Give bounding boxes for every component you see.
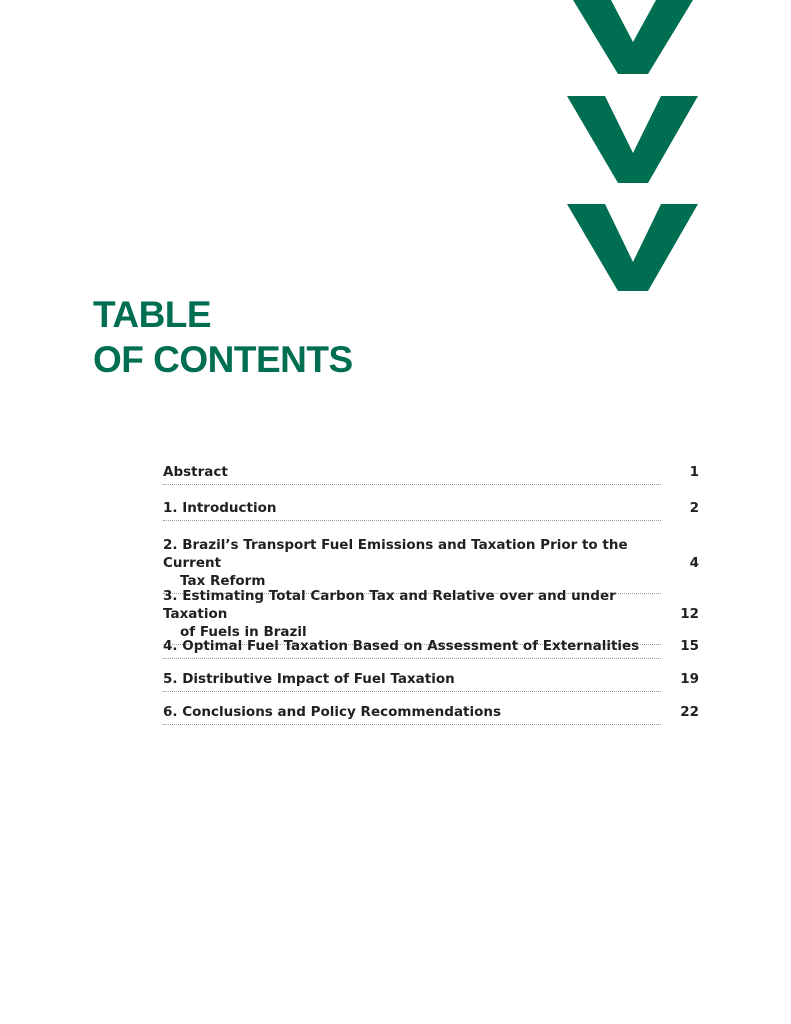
chevron-down-icon	[567, 204, 698, 291]
toc-entry-title-text: 1. Introduction	[163, 500, 277, 516]
toc-entry-title[interactable]	[163, 499, 661, 521]
page-title	[93, 292, 353, 382]
toc-entry-title-continuation: of Fuels in Brazil	[180, 624, 307, 640]
toc-entry-title[interactable]	[163, 670, 661, 692]
chevron-down-icon	[567, 96, 698, 183]
toc-entry-page: 22	[680, 704, 699, 720]
toc-entry-title[interactable]	[163, 637, 661, 659]
chevron-down-icon	[573, 0, 693, 74]
toc-entry-page: 15	[680, 638, 699, 654]
toc-entry-title[interactable]	[163, 703, 661, 725]
toc-entry-title-text: 6. Conclusions and Policy Recommendations	[163, 704, 502, 720]
page-title-line-2: OF CONTENTS	[93, 339, 353, 380]
toc-entry-title-text: 5. Distributive Impact of Fuel Taxation	[163, 671, 455, 687]
toc-entry-page: 1	[689, 464, 699, 480]
toc-entry-title[interactable]	[163, 463, 661, 485]
toc-entry-title-text: Abstract	[163, 464, 228, 480]
chevron-decoration	[0, 0, 791, 300]
toc-entry-title-text: 4. Optimal Fuel Taxation Based on Assessment of Externalities	[163, 638, 640, 654]
toc-entry-title[interactable]	[163, 536, 661, 594]
toc-entry-title-continuation: Tax Reform	[180, 573, 266, 589]
toc-entry-page: 2	[689, 500, 699, 516]
toc-entry-title-text: 3. Estimating Total Carbon Tax and Relative over and under Taxation	[163, 588, 616, 622]
toc-entry-page: 19	[680, 671, 699, 687]
toc-entry-page: 12	[680, 606, 699, 622]
page-title-line-1: TABLE	[93, 294, 212, 335]
toc-entry-title-text: 2. Brazil’s Transport Fuel Emissions and Taxation Prior to the Current	[163, 537, 628, 571]
toc-entry-page: 4	[689, 555, 699, 571]
